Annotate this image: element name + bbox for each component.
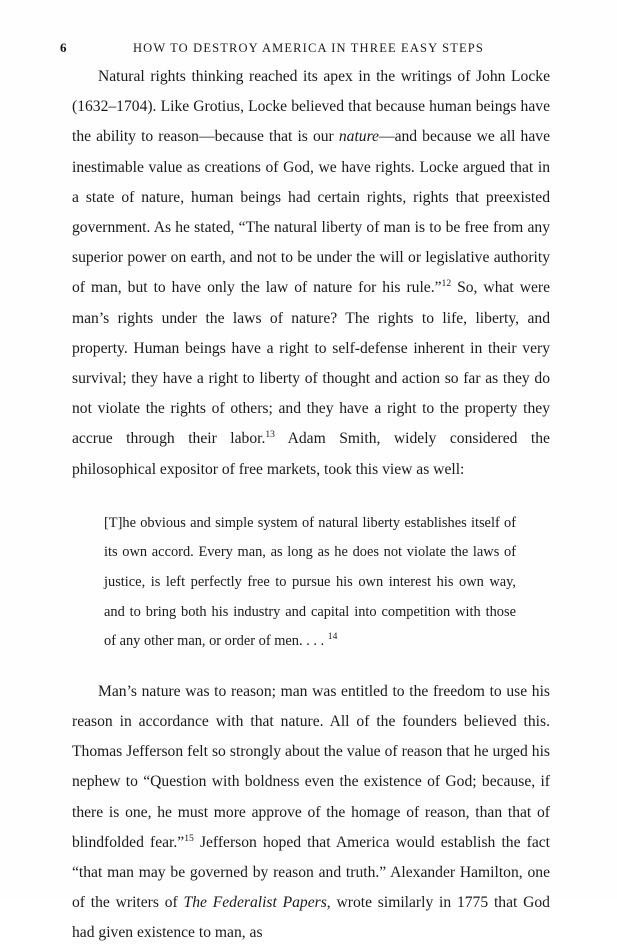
page-number: 6 <box>60 40 67 55</box>
para1-segment-3: So, what were man’s rights under the laws of nature? The rights to life, liberty, and property. Human beings have a right to self-defense inherent in their very survival; they have a right to liberty of thought and action so far as they do not violate the rights of others; and they have a right to the property they accrue through their labor. <box>72 279 551 448</box>
para2-segment-2: Jefferson hoped that America would establish the fact “that man may be governed by reason and truth.” Alexander Hamilton, one of the writers of <box>72 833 551 912</box>
running-head <box>0 20 617 55</box>
para2-segment-3: , wrote similarly in 1775 that God had given existence to man, as <box>72 894 550 942</box>
footnote-marker-12: 12 <box>441 278 452 290</box>
footnote-marker-14: 14 <box>327 631 338 643</box>
block-quote-adam-smith <box>72 509 550 657</box>
extract-segment-1: [T]he obvious and simple system of natural liberty establishes itself of its own accord. Every man, as long as he does not violate the laws of justice, is left perfectly free to pursue his own interest his own way, and to bring both his industry and capital into competition with those of any other man, or order of men. . . . <box>104 514 516 650</box>
para2-segment-1: Man’s nature was to reason; man was entitled to the freedom to use his reason in accordance with that nature. All of the founders believed this. Thomas Jefferson felt so strongly about the value of reason that he urged his nephew to “Question with boldness even the existence of God; because, if there is one, he must more approve of the homage of reason, than that of blindfolded fear.” <box>72 682 550 851</box>
para1-segment-2: —and because we all have inestimable value as creations of God, we have rights. Locke argued that in a state of nature, human beings had certain rights, rights that preexisted government. As he stated, “The natural liberty of man is to be free from any superior power on earth, and not to be under the will or legislative authority of man, but to have only the law of nature for his rule.” <box>72 128 550 297</box>
chapter-running-title: HOW TO DESTROY AMERICA IN THREE EASY STEPS <box>133 41 484 55</box>
footnote-marker-15: 15 <box>184 832 194 844</box>
para2-italic-federalist-papers: The Federalist Papers <box>183 894 327 912</box>
para1-segment-4: Adam Smith, widely considered the philosophical expositor of free markets, took this view as well: <box>72 430 550 478</box>
footnote-marker-13: 13 <box>265 429 275 441</box>
para1-segment-1: Natural rights thinking reached its apex in the writings of John Locke (1632–1704). Like Grotius, Locke believed that because human beings have the ability to reason—because that is our <box>72 68 550 146</box>
para1-italic-nature: nature <box>338 128 379 146</box>
body-text-column <box>72 62 550 949</box>
paragraph-mans-nature <box>72 677 550 949</box>
block-quote-text <box>104 509 516 657</box>
paragraph-natural-rights <box>72 62 550 485</box>
